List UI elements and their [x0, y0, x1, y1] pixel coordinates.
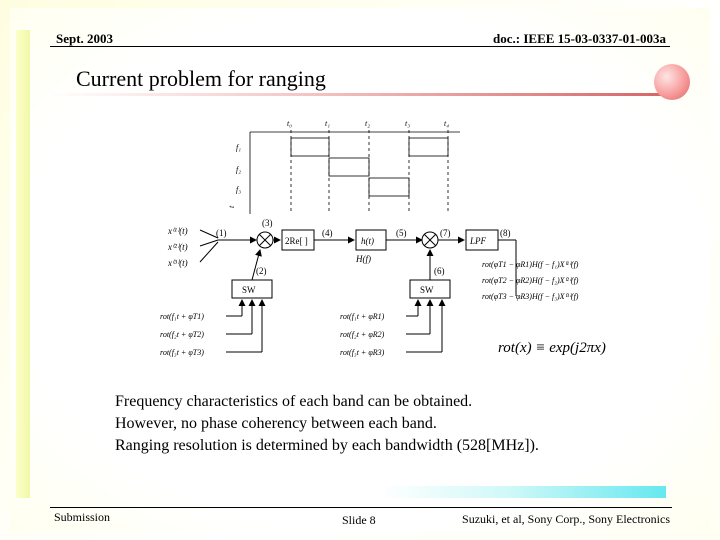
input-x1: x⁽¹⁾(t): [168, 226, 188, 236]
input-x2: x⁽²⁾(t): [168, 242, 188, 252]
timing-chart: [250, 130, 460, 214]
step-label-4: (4): [322, 228, 333, 238]
footer-submission: Submission: [54, 510, 111, 524]
freq-label-f1: f₁: [236, 143, 242, 152]
rot-right-1: rot(f₁t + φR1): [340, 312, 385, 321]
freq-label-f2: f₂: [236, 165, 242, 174]
output-3: rot(φT3 − φR3)H(f − f₃)X⁽³⁾(f): [482, 292, 579, 301]
left-accent-bar: [16, 30, 30, 498]
step-label-6: (6): [434, 266, 445, 276]
step-label-7: (7): [440, 228, 451, 238]
output-1: rot(φT1 − φR1)H(f − f₁)X⁽¹⁾(f): [482, 260, 579, 269]
slide-title: Current problem for ranging: [76, 66, 326, 91]
rot-left-2: rot(f₂t + φT2): [160, 330, 204, 339]
step-label-5: (5): [396, 228, 407, 238]
time-label-t1: t₁: [325, 119, 331, 128]
step-label-3: (3): [262, 218, 273, 228]
time-label-t0: t₀: [287, 119, 293, 128]
rot-definition-formula: rot(x) ≡ exp(j2πx): [498, 340, 606, 356]
body-line-1: Frequency characteristics of each band can be obtained.: [115, 393, 473, 410]
footer-authors: Suzuki, et al, Sony Corp., Sony Electronics: [462, 512, 670, 526]
time-label-t4: t₄: [444, 119, 450, 128]
output-2: rot(φT2 − φR2)H(f − f₂)X⁽²⁾(f): [482, 276, 579, 285]
footer-accent-bar: [380, 486, 666, 498]
decorative-ball: [654, 64, 690, 100]
input-x3: x⁽³⁾(t): [168, 258, 188, 268]
time-label-t3: t₃: [405, 119, 411, 128]
block-sw1-label: SW: [242, 285, 256, 295]
body-text: [115, 391, 539, 457]
header-rule: [50, 46, 670, 47]
freq-label-f3: f₃: [236, 185, 242, 194]
block-ht-label: h(t): [361, 236, 374, 246]
block-lpf-label: LPF: [470, 236, 487, 246]
time-label-t2: t₂: [365, 119, 371, 128]
ranging-block-diagram: [160, 114, 650, 368]
body-line-2: However, no phase coherency between each band.: [115, 415, 437, 432]
block-hf-label: H(f): [356, 254, 371, 264]
header-doc-id: doc.: IEEE 15-03-0337-01-003a: [493, 31, 666, 46]
footer-slide-number: Slide 8: [342, 513, 376, 527]
rot-left-1: rot(f₁t + φT1): [160, 312, 204, 321]
rot-right-2: rot(f₂t + φR2): [340, 330, 385, 339]
rot-right-3: rot(f₃t + φR3): [340, 348, 385, 357]
time-axis-label: t: [227, 205, 236, 208]
step-label-8: (8): [500, 228, 511, 238]
step-label-1: (1): [216, 228, 227, 238]
block-2re-label: 2Re[ ]: [285, 236, 308, 246]
footer-rule: [50, 507, 672, 508]
rot-left-3: rot(f₃t + φT3): [160, 348, 204, 357]
body-line-3: Ranging resolution is determined by each bandwidth (528[MHz]).: [115, 437, 539, 454]
title-underline: [50, 93, 670, 96]
header-date: Sept. 2003: [56, 31, 114, 46]
block-sw2-label: SW: [420, 285, 434, 295]
step-label-2: (2): [256, 266, 267, 276]
